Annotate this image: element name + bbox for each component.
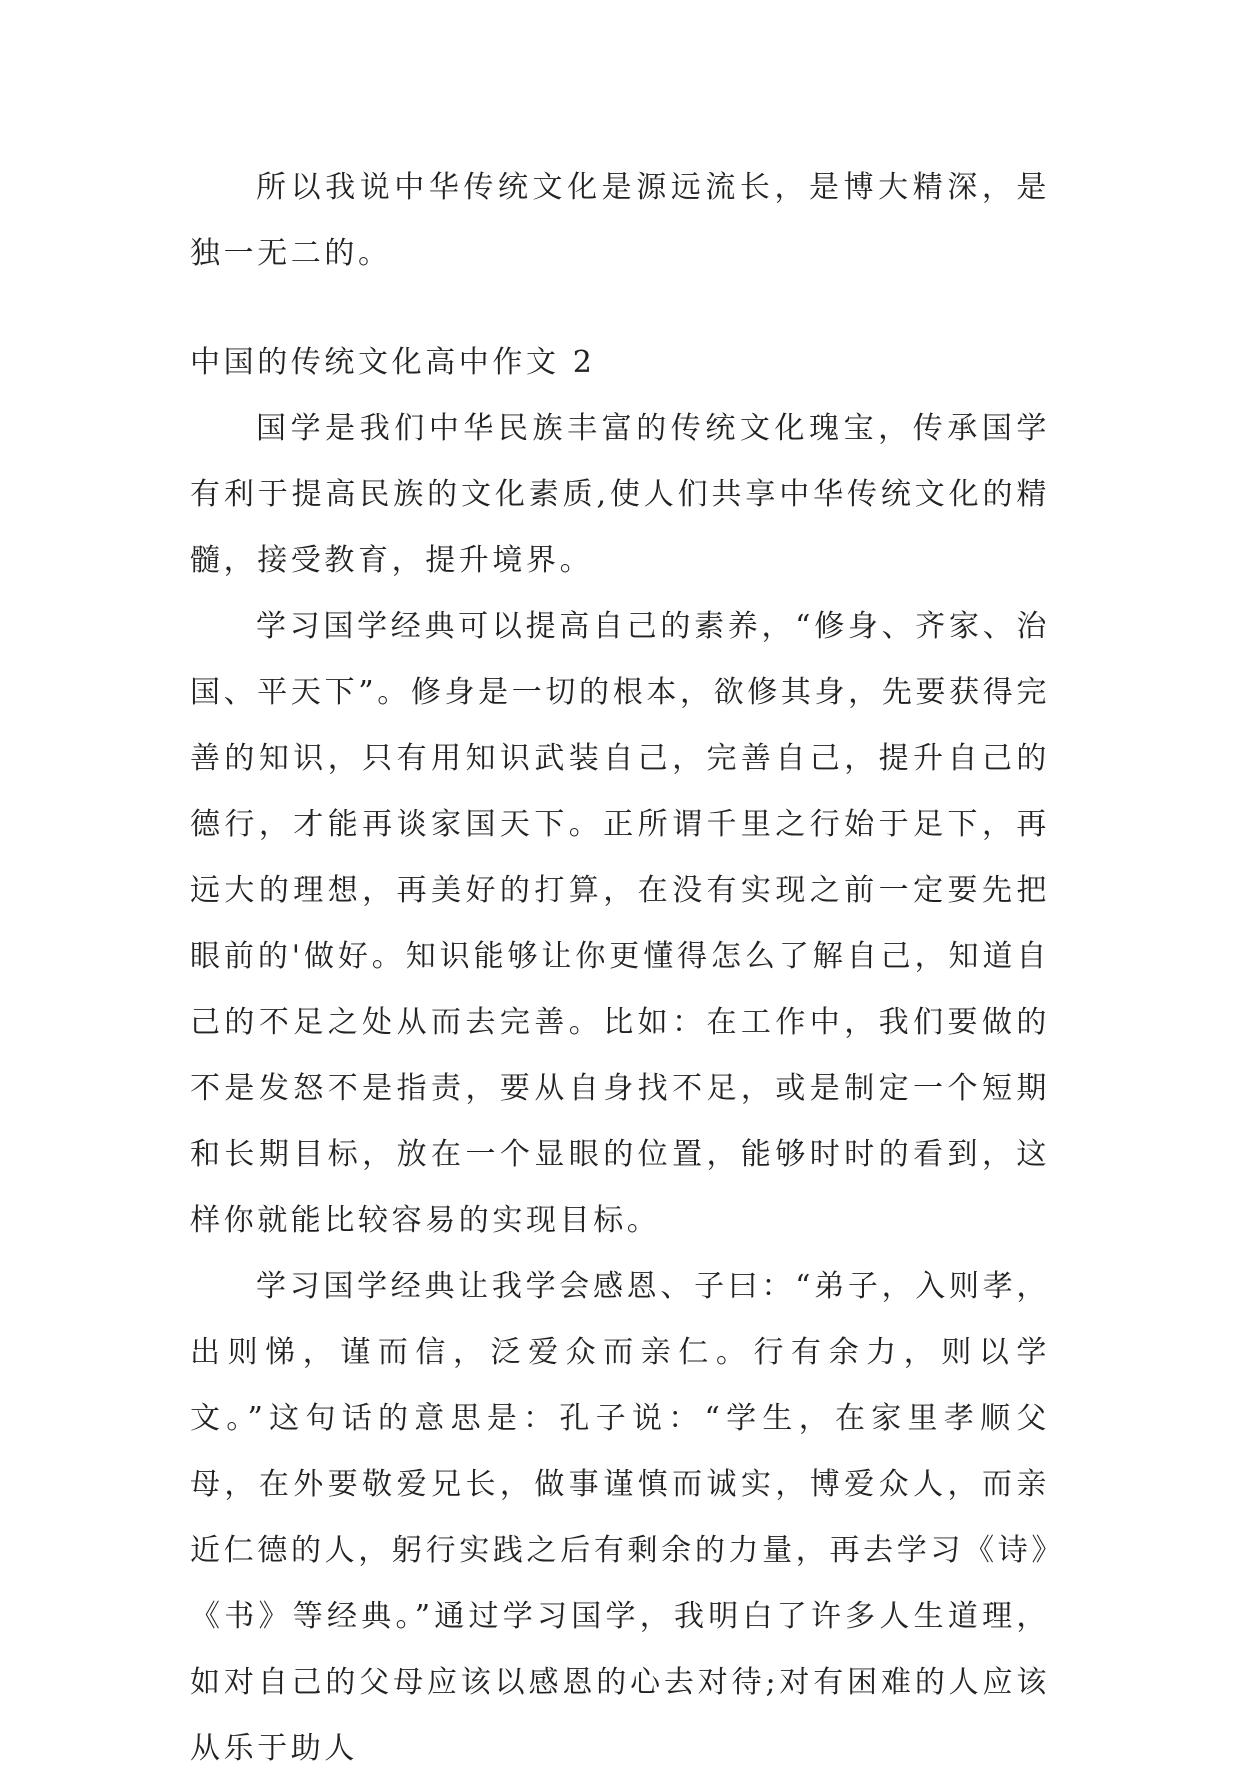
intro-block — [190, 155, 1050, 287]
essay-paragraph-1: 国学是我们中华民族丰富的传统文化瑰宝，传承国学有利于提高民族的文化素质,使人们共享中华传统文化的精髓，接受教育，提升境界。 — [190, 411, 1050, 578]
intro-paragraph: 所以我说中华传统文化是源远流长，是博大精深，是独一无二的。 — [190, 170, 1050, 271]
essay-paragraph-2: 学习国学经典可以提高自己的素养，“修身、齐家、治国、平天下”。修身是一切的根本，欲修其身，先要获得完善的知识，只有用知识武装自己，完善自己，提升自己的德行，才能再谈家国天下。正所谓千里之行始于足下，再远大的理想，再美好的打算，在没有实现之前一定要先把眼前的'做好。知识能够让你更懂得怎么了解自己，知道自己的不足之处从而去完善。比如：在工作中，我们要做的不是发怒不是指责，要从自身找不足，或是制定一个短期和长期目标，放在一个显眼的位置，能够时时的看到，这样你就能比较容易的实现目标。 — [190, 609, 1050, 1238]
section-title: 中国的传统文化高中作文 2 — [190, 345, 596, 380]
essay-section — [190, 330, 1050, 1782]
essay-paragraph-3: 学习国学经典让我学会感恩、子曰：“弟子，入则孝，出则悌，谨而信，泛爱众而亲仁。行有余力，则以学文。”这句话的意思是：孔子说：“学生，在家里孝顺父母，在外要敬爱兄长，做事谨慎而诚实，博爱众人，而亲近仁德的人，躬行实践之后有剩余的力量，再去学习《诗》《书》等经典。”通过学习国学，我明白了许多人生道理，如对自己的父母应该以感恩的心去对待;对有困难的人应该从乐于助人 — [190, 1269, 1050, 1766]
